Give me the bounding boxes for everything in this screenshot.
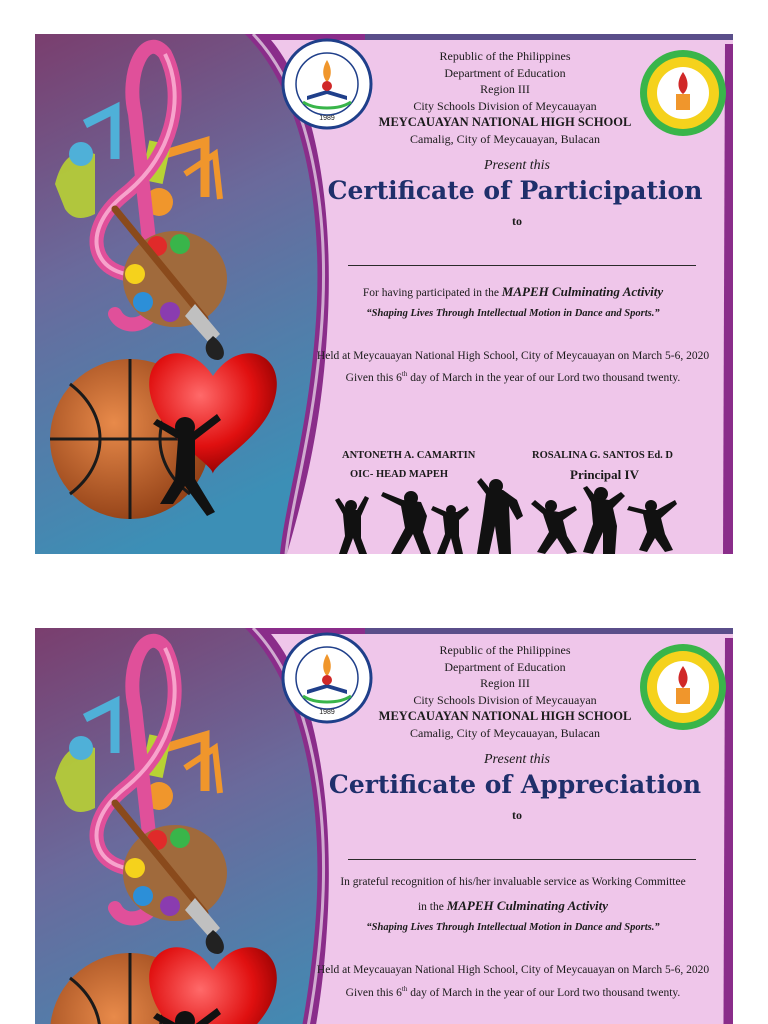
header-school-name: MEYCAUAYAN NATIONAL HIGH SCHOOL bbox=[378, 709, 632, 723]
given-pre: Given this 6 bbox=[345, 986, 402, 999]
signatory-position: OIC- HEAD MAPEH bbox=[350, 469, 448, 480]
header-address: Camalig, City of Meycauayan, Bulacan bbox=[410, 725, 600, 740]
svg-text:1989: 1989 bbox=[319, 115, 335, 122]
held-at-text: Held at Meycauayan National High School, City of Meycauayan on March 5-6, 2020 bbox=[316, 964, 710, 976]
certificate-title: Certificate of Appreciation bbox=[328, 770, 702, 799]
to-text: to bbox=[512, 214, 522, 228]
held-at-text: Held at Meycauayan National High School, City of Meycauayan on March 5-6, 2020 bbox=[316, 350, 710, 362]
activity-statement bbox=[299, 898, 727, 914]
header-region: Region III bbox=[480, 676, 530, 690]
given-sup: th bbox=[401, 370, 408, 378]
present-this-text: Present this bbox=[484, 158, 550, 173]
recipient-name-line bbox=[348, 265, 696, 266]
header-region: Region III bbox=[480, 82, 530, 96]
participation-statement bbox=[299, 284, 727, 300]
certificate-header bbox=[335, 48, 675, 147]
given-date-text bbox=[299, 985, 727, 999]
given-pre: Given this 6 bbox=[345, 371, 402, 384]
signatory-name: ANTONETH A. CAMARTIN bbox=[342, 450, 476, 461]
certificate-header bbox=[335, 642, 675, 741]
header-division: City Schools Division of Meycauayan bbox=[413, 98, 597, 113]
given-sup: th bbox=[401, 985, 408, 993]
dancers-silhouette bbox=[331, 476, 691, 554]
certificate-participation bbox=[35, 34, 733, 554]
present-this-text: Present this bbox=[484, 752, 550, 767]
statement-text: For having participated in the bbox=[362, 287, 499, 299]
certificate-appreciation bbox=[35, 628, 733, 1024]
given-date-text bbox=[299, 370, 727, 384]
header-address: Camalig, City of Meycauayan, Bulacan bbox=[410, 131, 600, 146]
given-post: day of March in the year of our Lord two thousand twenty. bbox=[407, 371, 681, 384]
to-text: to bbox=[512, 808, 522, 822]
given-post: day of March in the year of our Lord two thousand twenty. bbox=[407, 986, 681, 999]
signatory-name: ROSALINA G. SANTOS Ed. D bbox=[532, 450, 674, 461]
header-school-name: MEYCAUAYAN NATIONAL HIGH SCHOOL bbox=[378, 115, 632, 129]
activity-name: MAPEH Culminating Activity bbox=[446, 898, 609, 913]
activity-name: MAPEH Culminating Activity bbox=[501, 284, 664, 299]
statement-text: in the bbox=[417, 901, 444, 913]
header-country: Republic of the Philippines bbox=[439, 49, 571, 63]
header-department: Department of Education bbox=[444, 65, 566, 80]
header-country: Republic of the Philippines bbox=[439, 643, 571, 657]
recognition-statement: In grateful recognition of his/her invaluable service as Working Committee bbox=[340, 876, 686, 888]
theme-quote: “Shaping Lives Through Intellectual Motion in Dance and Sports.” bbox=[366, 922, 660, 933]
recipient-name-line bbox=[348, 859, 696, 860]
certificate-title: Certificate of Participation bbox=[327, 176, 703, 205]
svg-text:1989: 1989 bbox=[319, 709, 335, 716]
header-division: City Schools Division of Meycauayan bbox=[413, 692, 597, 707]
header-department: Department of Education bbox=[444, 659, 566, 674]
signatory-position: Principal IV bbox=[570, 467, 639, 482]
theme-quote: “Shaping Lives Through Intellectual Motion in Dance and Sports.” bbox=[366, 308, 660, 319]
